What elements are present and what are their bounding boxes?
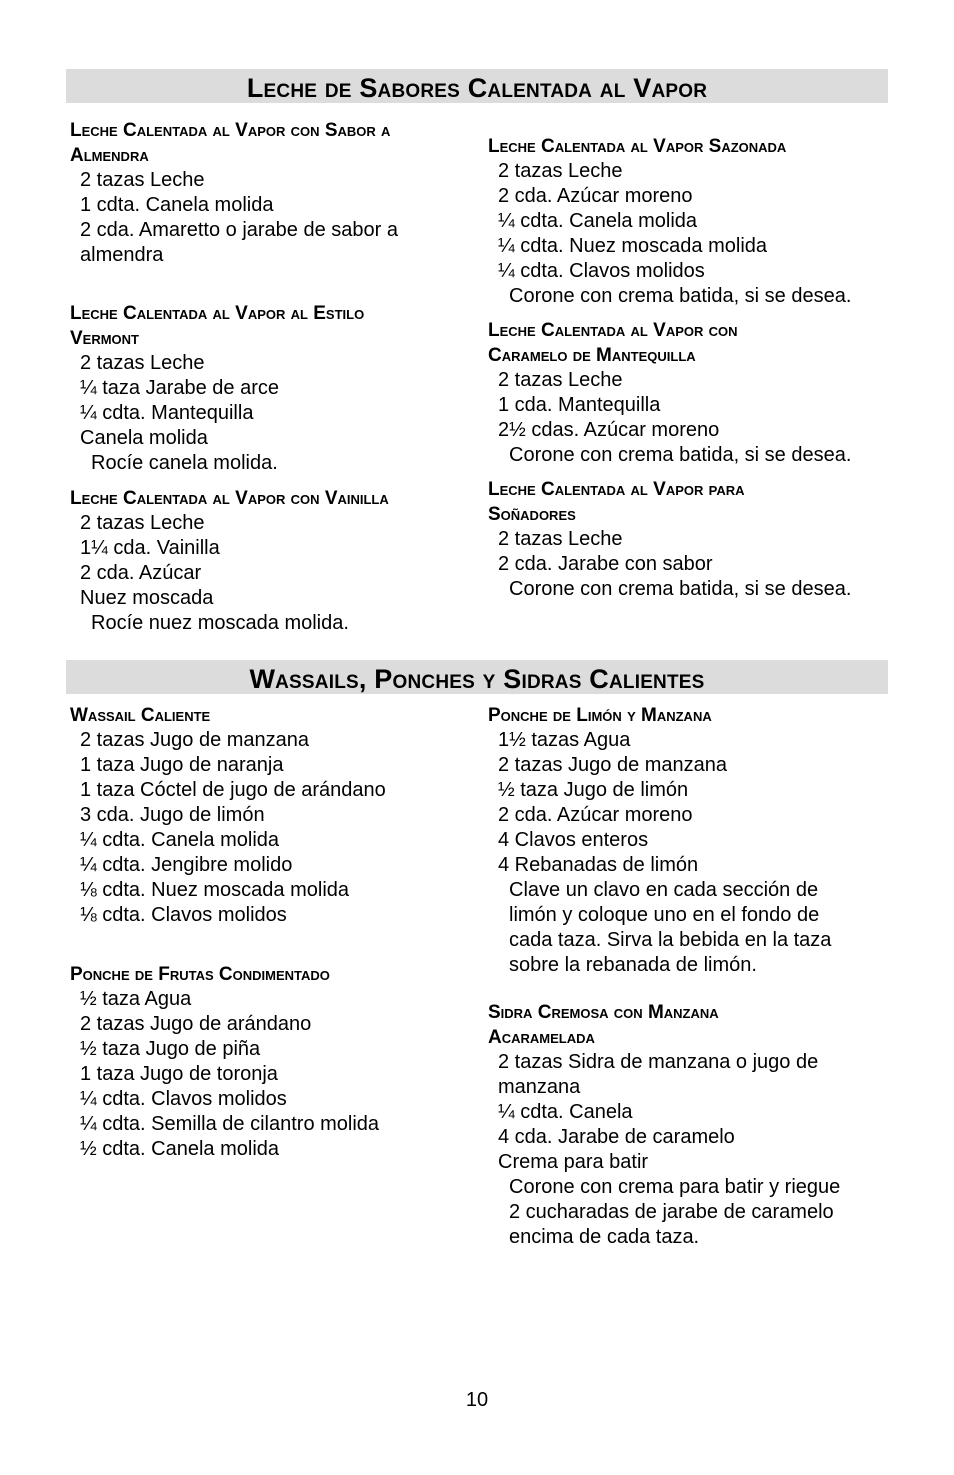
recipe-note: encima de cada taza. (509, 1226, 700, 1248)
recipe-vermont-steamed-milk (70, 301, 470, 476)
recipe-title: Leche Calentada al Vapor para (488, 479, 745, 500)
recipe-note: Rocíe canela molida. (91, 452, 278, 474)
recipe-title: Almendra (70, 145, 149, 166)
section-heading-steamed-milks: Leche de Sabores Calentada al Vapor (66, 69, 888, 103)
ingredient: 2½ cdas. Azúcar moreno (498, 419, 720, 441)
section-1-right-column (488, 134, 888, 602)
recipe-note: sobre la rebanada de limón. (509, 954, 757, 976)
ingredient: ¼ cdta. Canela molida (498, 210, 698, 232)
section-2-left-column (70, 703, 470, 1162)
recipe-butterscotch-steamed-milk (488, 318, 888, 468)
recipe-title: Ponche de Frutas Condimentado (70, 964, 330, 985)
recipe-creamy-caramel-apple-cider (488, 1000, 888, 1250)
ingredient: ¼ cdta. Jengibre molido (80, 854, 293, 876)
ingredient: 2 tazas Leche (498, 160, 623, 182)
ingredient: 1 taza Jugo de naranja (80, 754, 284, 776)
recipe-lemon-apple-punch (488, 703, 888, 978)
ingredient: ⅛ cdta. Nuez moscada molida (80, 879, 350, 901)
ingredient: ¼ cdta. Clavos molidos (80, 1088, 287, 1110)
ingredient: ⅛ cdta. Clavos molidos (80, 904, 287, 926)
recipe-title: Leche Calentada al Vapor con (488, 320, 738, 341)
ingredient: 2 tazas Jugo de arándano (80, 1013, 312, 1035)
ingredient: ¼ cdta. Semilla de cilantro molida (80, 1113, 380, 1135)
recipe-title: Ponche de Limón y Manzana (488, 705, 712, 726)
ingredient: ½ cdta. Canela molida (80, 1138, 280, 1160)
recipe-title: Leche Calentada al Vapor con Sabor a (70, 120, 391, 141)
ingredient: Crema para batir (498, 1151, 649, 1173)
section-2-right-column (488, 703, 888, 1250)
ingredient: 4 Clavos enteros (498, 829, 649, 851)
recipe-note: Corone con crema batida, si se desea. (509, 444, 852, 466)
ingredient: ¼ taza Jarabe de arce (80, 377, 280, 399)
ingredient: 2 tazas Jugo de manzana (80, 729, 310, 751)
ingredient: ¼ cdta. Clavos molidos (498, 260, 705, 282)
recipe-note: cada taza. Sirva la bebida en la taza (509, 929, 832, 951)
ingredient: 2 cda. Amaretto o jarabe de sabor a (80, 219, 398, 241)
ingredient: 2 tazas Leche (80, 169, 205, 191)
ingredient: 1 cdta. Canela molida (80, 194, 274, 216)
ingredient: 3 cda. Jugo de limón (80, 804, 265, 826)
ingredient: 2 tazas Jugo de manzana (498, 754, 728, 776)
ingredient: 1¼ cda. Vainilla (80, 537, 220, 559)
ingredient: ½ taza Jugo de limón (498, 779, 689, 801)
ingredient: ¼ cdta. Nuez moscada molida (498, 235, 768, 257)
ingredient: manzana (498, 1076, 581, 1098)
recipe-note: 2 cucharadas de jarabe de caramelo (509, 1201, 834, 1223)
page-number: 10 (465, 1389, 489, 1411)
recipe-vanilla-steamed-milk (70, 486, 470, 636)
recipe-title: Wassail Caliente (70, 705, 211, 726)
ingredient: ¼ cdta. Mantequilla (80, 402, 254, 424)
ingredient: ½ taza Agua (80, 988, 192, 1010)
ingredient: 2 tazas Sidra de manzana o jugo de (498, 1051, 819, 1073)
recipe-title: Vermont (70, 328, 140, 349)
recipe-spiced-fruit-punch (70, 962, 470, 1162)
recipe-note: limón y coloque uno en el fondo de (509, 904, 820, 926)
recipe-title: Leche Calentada al Vapor Sazonada (488, 136, 787, 157)
ingredient: 2 cda. Azúcar moreno (498, 804, 693, 826)
ingredient: 1 taza Cóctel de jugo de arándano (80, 779, 386, 801)
ingredient: almendra (80, 244, 164, 266)
recipe-title: Caramelo de Mantequilla (488, 345, 696, 366)
recipe-title: Sidra Cremosa con Manzana (488, 1002, 719, 1023)
ingredient: 4 cda. Jarabe de caramelo (498, 1126, 735, 1148)
ingredient: ¼ cdta. Canela (498, 1101, 633, 1123)
ingredient: Canela molida (80, 427, 208, 449)
recipe-title: Leche Calentada al Vapor con Vainilla (70, 488, 389, 509)
ingredient: 2 cda. Jarabe con sabor (498, 553, 713, 575)
recipe-note: Clave un clavo en cada sección de (509, 879, 819, 901)
recipe-title: Leche Calentada al Vapor al Estilo (70, 303, 365, 324)
section-1-left-column (70, 118, 470, 636)
recipe-note: Corone con crema para batir y riegue (509, 1176, 841, 1198)
recipe-title: Soñadores (488, 504, 576, 525)
ingredient: 1 taza Jugo de toronja (80, 1063, 278, 1085)
ingredient: 1½ tazas Agua (498, 729, 631, 751)
ingredient: 2 tazas Leche (80, 352, 205, 374)
ingredient: 2 cda. Azúcar (80, 562, 202, 584)
ingredient: ¼ cdta. Canela molida (80, 829, 280, 851)
ingredient: ½ taza Jugo de piña (80, 1038, 261, 1060)
recipe-note: Corone con crema batida, si se desea. (509, 578, 852, 600)
ingredient: 1 cda. Mantequilla (498, 394, 661, 416)
ingredient: 2 tazas Leche (498, 528, 623, 550)
recipe-spiced-steamed-milk (488, 134, 888, 309)
recipe-dreamers-steamed-milk (488, 477, 888, 602)
ingredient: 2 tazas Leche (498, 369, 623, 391)
ingredient: Nuez moscada (80, 587, 214, 609)
recipe-almond-steamed-milk (70, 118, 470, 268)
ingredient: 4 Rebanadas de limón (498, 854, 699, 876)
recipe-hot-wassail (70, 703, 470, 928)
recipe-note: Corone con crema batida, si se desea. (509, 285, 852, 307)
recipe-title: Acaramelada (488, 1027, 595, 1048)
ingredient: 2 tazas Leche (80, 512, 205, 534)
recipe-note: Rocíe nuez moscada molida. (91, 612, 349, 634)
ingredient: 2 cda. Azúcar moreno (498, 185, 693, 207)
section-heading-wassails: Wassails, Ponches y Sidras Calientes (66, 660, 888, 694)
